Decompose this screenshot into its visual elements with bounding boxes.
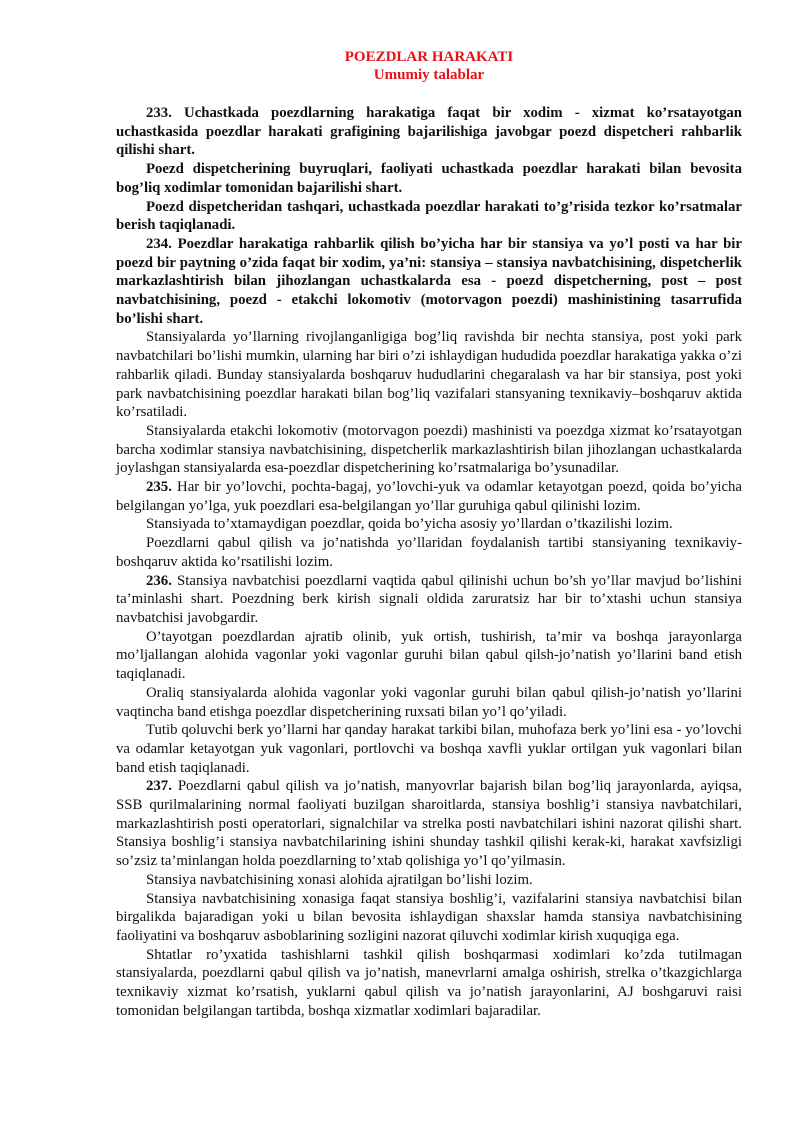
paragraph	[116, 328, 742, 422]
paragraph-text: Uchastkada poezdlarning harakatiga faqat bir xodim - xizmat ko’rsatayotgan uchastkasida poezdlar harakati grafigining bajarilishiga javobgar poezd dispetcheri rahbarlik qilishi shart.	[116, 105, 742, 159]
paragraph	[116, 777, 742, 871]
paragraph-text: Stansiyalarda etakchi lokomotiv (motorvagon poezdi) mashinisti va poezdga xizmat ko’rsatayotgan barcha xodimlar stansiya navbatchisining, dispetcherlik markazlashtirish bilan jihozlangan uchastkalarda joylashgan stansiyalarda esa-poezdlar dispetcherining ko’rsatmalariga bo’ysunadilar.	[116, 422, 742, 477]
document-body	[116, 104, 742, 1020]
clause-number: 236.	[146, 572, 172, 589]
document-page	[116, 48, 742, 1020]
paragraph	[116, 890, 742, 946]
paragraph-text: Stansiyada to’xtamaydigan poezdlar, qoida bo’yicha asosiy yo’llardan o’tkazilishi lozim.	[146, 516, 673, 533]
paragraph	[116, 721, 742, 777]
paragraph-text: Stansiya navbatchisining xonasi alohida ajratilgan bo’lishi lozim.	[146, 871, 533, 888]
paragraph-text: Poezd dispetcherining buyruqlari, faoliyati uchastkada poezdlar harakati bilan bevosita bog’liq xodimlar tomonidan bajarilishi shart.	[116, 161, 742, 196]
paragraph	[116, 235, 742, 329]
paragraph-text: Poezdlarni qabul qilish va jo’natishda yo’llaridan foydalanish tartibi stansiyaning texnikaviy-boshqaruv aktida ko’rsatilishi lozim.	[116, 535, 742, 570]
paragraph	[116, 515, 742, 534]
paragraph-text: Shtatlar ro’yxatida tashishlarni tashkil qilish boshqarmasi xodimlari ko’zda tutilmagan stansiyalarda, poezdlarni qabul qilish va jo’natish, manevrlarni amalga oshirish, strelka o’tkazgichlarga texnikaviy xizmat ko’rsatish, yuklarni qabul qilish va jo’natish jarayonlarini, AJ boshgaruvi raisi tomonidan belgilangan tartibda, boshqa xizmatlar xodimlari bajaradilar.	[116, 946, 742, 1019]
paragraph	[116, 534, 742, 571]
paragraph	[116, 160, 742, 197]
paragraph-text: Stansiya navbatchisi poezdlarni vaqtida qabul qilinishi uchun bo’sh yo’llar mavjud bo’lishini ta’minlashi shart. Poezdning berk kirish signali oldida zaruratsiz har bir to’xtashi uchun stansiya navbatchisi javobgardir.	[116, 572, 742, 626]
paragraph	[116, 422, 742, 478]
paragraph-text: Oraliq stansiyalarda alohida vagonlar yoki vagonlar guruhi bilan qabul qilish-jo’natish yo’llarini vaqtincha band etishga poezdlar dispetcherining ruxsati bilan yo’l qo’yiladi.	[116, 684, 742, 720]
paragraph-text: Har bir yo’lovchi, pochta-bagaj, yo’lovchi-yuk va odamlar ketayotgan poezd, qoida bo’yicha belgilangan yo’lga, yuk poezdlari esa-belgilangan yo’llar guruhiga qabul qilinishi lozim.	[116, 479, 742, 514]
paragraph	[116, 628, 742, 684]
paragraph-text: Poezdlarni qabul qilish va jo’natish, manyovrlar bajarish bilan bog’liq jarayonlarda, ayiqsa, SSB qurilmalarining normal faoliyati buzilgan sharoitlarda, stansiya boshlig’i stansiya navbatchilari, markazlashtirish posti operatorlari, signalchilar va strelka posti navbatchilari ishini nazorat qilishi shart. Stansiya boshlig’i stansiya navbatchilarining ishini shunday tashkil qilishi kerak-ki, harakat xavfsizligi so’zsiz ta’minlangan holda poezdlarning to’xtab qolishiga yo’l qo’yilmasin.	[116, 778, 742, 870]
paragraph	[116, 478, 742, 515]
document-subtitle: Umumiy talablar	[373, 67, 485, 83]
clause-number: 233.	[146, 105, 172, 121]
paragraph-text: Stansiyalarda yo’llarning rivojlanganligiga bog’liq ravishda bir nechta stansiya, post yoki park navbatchilari bo’lishi mumkin, ularning har biri o’zi ishlaydigan hududida poezdlar harakatiga yakka o’zi rahbarlik qiladi. Bunday stansiyalarda boshqaruv hududlarini chegaralash va har bir stansiya, post yoki park navbatchisining poezdlar harakati bilan bog’liq vazifalari stansyaning texnikaviy–boshqaruv aktida ko’rsatiladi.	[116, 329, 742, 421]
document-title: POEZDLAR HARAKATI	[344, 49, 514, 65]
clause-number: 237.	[146, 778, 172, 795]
paragraph	[116, 684, 742, 721]
paragraph-text: Poezdlar harakatiga rahbarlik qilish bo’yicha har bir stansiya va yo’l posti va har bir poezd bir paytning o’zida faqat bir xodim, ya’ni: stansiya – stansiya navbatchisining, dispetcherlik markazlashtirish bilan jihozlangan uchastkalarda esa - poezd dispetcherning, post – post navbatchisining, poezd - etakchi lokomotiv (motorvagon poezdi) mashinistining tasarrufida bo’lishi shart.	[116, 235, 742, 327]
paragraph-text: Stansiya navbatchisining xonasiga faqat stansiya boshlig’i, vazifalarini stansiya navbatchisi bilan birgalikda bajaradigan yoki u bilan bevosita ishlaydigan shaxslar hamda stansiya navbatchisining faoliyatini va boshqaruv asboblarining sozligini nazorat qiluvchi xodimlar kirish xuquqiga ega.	[116, 890, 742, 944]
paragraph-text: O’tayotgan poezdlardan ajratib olinib, yuk ortish, tushirish, ta’mir va boshqa jarayonlarga mo’ljallangan alohida vagonlar yoki vagonlar guruhi bilan qabul qilsh-jo’natish yo’llarini band etish taqiqlanadi.	[116, 628, 742, 683]
paragraph	[116, 871, 742, 890]
paragraph	[116, 572, 742, 628]
title-gap	[116, 84, 742, 104]
paragraph	[116, 946, 742, 1021]
clause-number: 235.	[146, 479, 172, 496]
paragraph	[116, 198, 742, 235]
paragraph	[116, 104, 742, 160]
clause-number: 234.	[146, 235, 172, 252]
paragraph-text: Poezd dispetcheridan tashqari, uchastkada poezdlar harakati to’g’risida tezkor ko’rsatmalar berish taqiqlanadi.	[116, 198, 742, 234]
paragraph-text: Tutib qoluvchi berk yo’llarni har qanday harakat tarkibi bilan, muhofaza berk yo’lini esa - yo’lovchi va odamlar ketayotgan yuk vagonlari, portlovchi va boshqa xavfli yuklar ortilgan yuk vagonlari bilan band etish taqiqlanadi.	[116, 722, 742, 776]
